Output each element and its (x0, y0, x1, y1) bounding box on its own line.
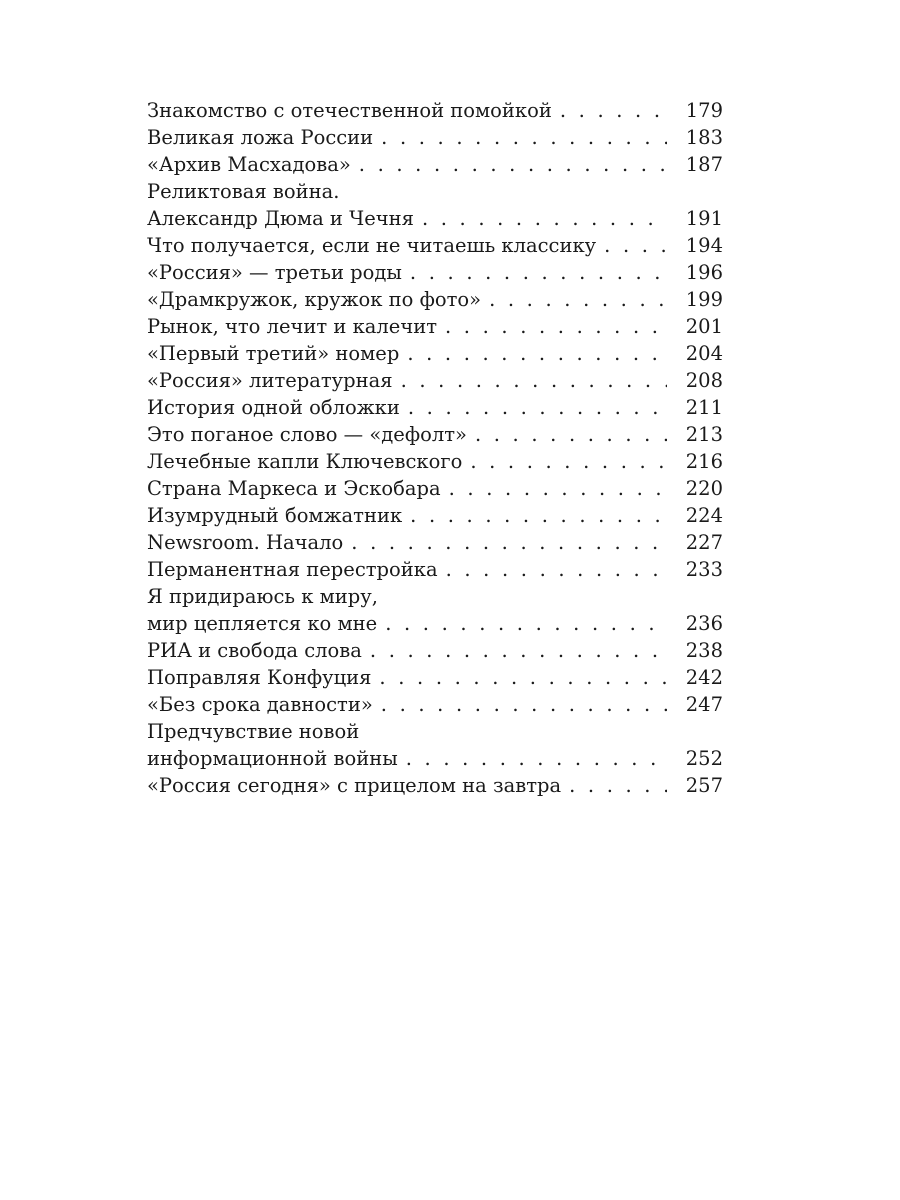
toc-entry (147, 448, 723, 475)
table-of-contents (147, 97, 723, 799)
toc-entry (147, 556, 723, 583)
toc-page-number: 204 (685, 342, 723, 365)
toc-entry-title: информационной войны (147, 747, 398, 770)
toc-entry-title: Это поганое слово — «дефолт» (147, 423, 467, 446)
dot-leader (359, 151, 667, 178)
toc-entry-title: «Россия сегодня» с прицелом на завтра (147, 774, 562, 797)
toc-line (147, 232, 723, 259)
toc-page-number: 199 (685, 288, 723, 311)
toc-entry-title: «Без срока давности» (147, 693, 373, 716)
toc-entry-title: Александр Дюма и Чечня (147, 207, 414, 230)
dot-leader (445, 313, 667, 340)
toc-entry (147, 502, 723, 529)
toc-entry-title: Newsroom. Начало (147, 531, 344, 554)
toc-line (147, 745, 723, 772)
toc-page-number: 242 (685, 666, 723, 689)
dot-leader (410, 259, 667, 286)
toc-entry (147, 691, 723, 718)
toc-line (147, 259, 723, 286)
dot-leader (381, 124, 667, 151)
toc-page-number: 201 (685, 315, 723, 338)
toc-entry-title: Перманентная перестройка (147, 558, 438, 581)
toc-entry-title: Что получается, если не читаешь классику (147, 234, 597, 257)
toc-page-number: 252 (685, 747, 723, 770)
toc-entry-title: История одной обложки (147, 396, 400, 419)
toc-entry (147, 286, 723, 313)
toc-entry-title: Поправляя Конфуция (147, 666, 372, 689)
toc-page-number: 216 (685, 450, 723, 473)
dot-leader (489, 286, 667, 313)
toc-entry-title: Страна Маркеса и Эскобара (147, 477, 441, 500)
toc-line (147, 502, 723, 529)
toc-page-number: 179 (685, 99, 723, 122)
toc-entry (147, 97, 723, 124)
toc-line (147, 448, 723, 475)
dot-leader (410, 502, 667, 529)
toc-line (147, 718, 723, 745)
toc-entry (147, 475, 723, 502)
toc-entry-title: РИА и свобода слова (147, 639, 362, 662)
toc-page-number: 227 (685, 531, 723, 554)
dot-leader (385, 610, 667, 637)
toc-line (147, 583, 723, 610)
toc-line (147, 637, 723, 664)
toc-line (147, 529, 723, 556)
toc-entry-title: Рынок, что лечит и калечит (147, 315, 437, 338)
toc-line (147, 394, 723, 421)
dot-leader (569, 772, 667, 799)
toc-entry-title: «Архив Масхадова» (147, 153, 351, 176)
toc-entry (147, 772, 723, 799)
toc-entry-title: Великая ложа России (147, 126, 374, 149)
toc-line (147, 205, 723, 232)
toc-line (147, 178, 723, 205)
toc-line (147, 691, 723, 718)
toc-page-number: 196 (685, 261, 723, 284)
toc-line (147, 286, 723, 313)
toc-entry (147, 529, 723, 556)
toc-entry (147, 583, 723, 637)
toc-entry-title: Знакомство с отечественной помойкой (147, 99, 552, 122)
toc-entry (147, 421, 723, 448)
toc-line (147, 367, 723, 394)
toc-page-number: 208 (685, 369, 723, 392)
dot-leader (422, 205, 667, 232)
dot-leader (446, 556, 667, 583)
toc-page-number: 211 (685, 396, 723, 419)
toc-page-number: 236 (685, 612, 723, 635)
toc-line (147, 772, 723, 799)
toc-line (147, 313, 723, 340)
toc-entry-title: «Россия» литературная (147, 369, 393, 392)
toc-entry (147, 718, 723, 772)
toc-page-number: 224 (685, 504, 723, 527)
toc-line (147, 151, 723, 178)
toc-line (147, 421, 723, 448)
dot-leader (351, 529, 667, 556)
toc-line (147, 124, 723, 151)
dot-leader (370, 637, 667, 664)
dot-leader (379, 664, 667, 691)
dot-leader (408, 394, 667, 421)
toc-page-number: 191 (685, 207, 723, 230)
toc-entry-title: Я придираюсь к миру, (147, 585, 378, 608)
toc-entry (147, 340, 723, 367)
toc-entry-title: «Первый третий» номер (147, 342, 400, 365)
toc-entry-title: «Драмкружок, кружок по фото» (147, 288, 482, 311)
toc-line (147, 556, 723, 583)
toc-page-number: 257 (685, 774, 723, 797)
toc-entry-title: «Россия» — третьи роды (147, 261, 402, 284)
toc-page-number: 220 (685, 477, 723, 500)
toc-entry (147, 664, 723, 691)
dot-leader (449, 475, 667, 502)
toc-entry-title: Изумрудный бомжатник (147, 504, 403, 527)
toc-entry-title: мир цепляется ко мне (147, 612, 378, 635)
dot-leader (401, 367, 667, 394)
dot-leader (604, 232, 667, 259)
dot-leader (560, 97, 667, 124)
dot-leader (381, 691, 667, 718)
toc-page-number: 187 (685, 153, 723, 176)
toc-entry (147, 313, 723, 340)
dot-leader (470, 448, 667, 475)
toc-entry (147, 259, 723, 286)
toc-entry (147, 178, 723, 232)
toc-line (147, 97, 723, 124)
toc-page-number: 183 (685, 126, 723, 149)
toc-page-number: 238 (685, 639, 723, 662)
toc-line (147, 664, 723, 691)
toc-page-number: 213 (685, 423, 723, 446)
toc-entry (147, 637, 723, 664)
dot-leader (475, 421, 667, 448)
dot-leader (406, 745, 667, 772)
toc-entry (147, 394, 723, 421)
toc-line (147, 610, 723, 637)
toc-line (147, 475, 723, 502)
toc-entry (147, 367, 723, 394)
toc-entry (147, 124, 723, 151)
toc-entry-title: Лечебные капли Ключевского (147, 450, 463, 473)
toc-entry (147, 232, 723, 259)
toc-page-number: 247 (685, 693, 723, 716)
dot-leader (407, 340, 667, 367)
toc-page-number: 233 (685, 558, 723, 581)
toc-entry-title: Предчувствие новой (147, 720, 360, 743)
toc-page-number: 194 (685, 234, 723, 257)
toc-line (147, 340, 723, 367)
toc-entry-title: Реликтовая война. (147, 180, 340, 203)
toc-entry (147, 151, 723, 178)
